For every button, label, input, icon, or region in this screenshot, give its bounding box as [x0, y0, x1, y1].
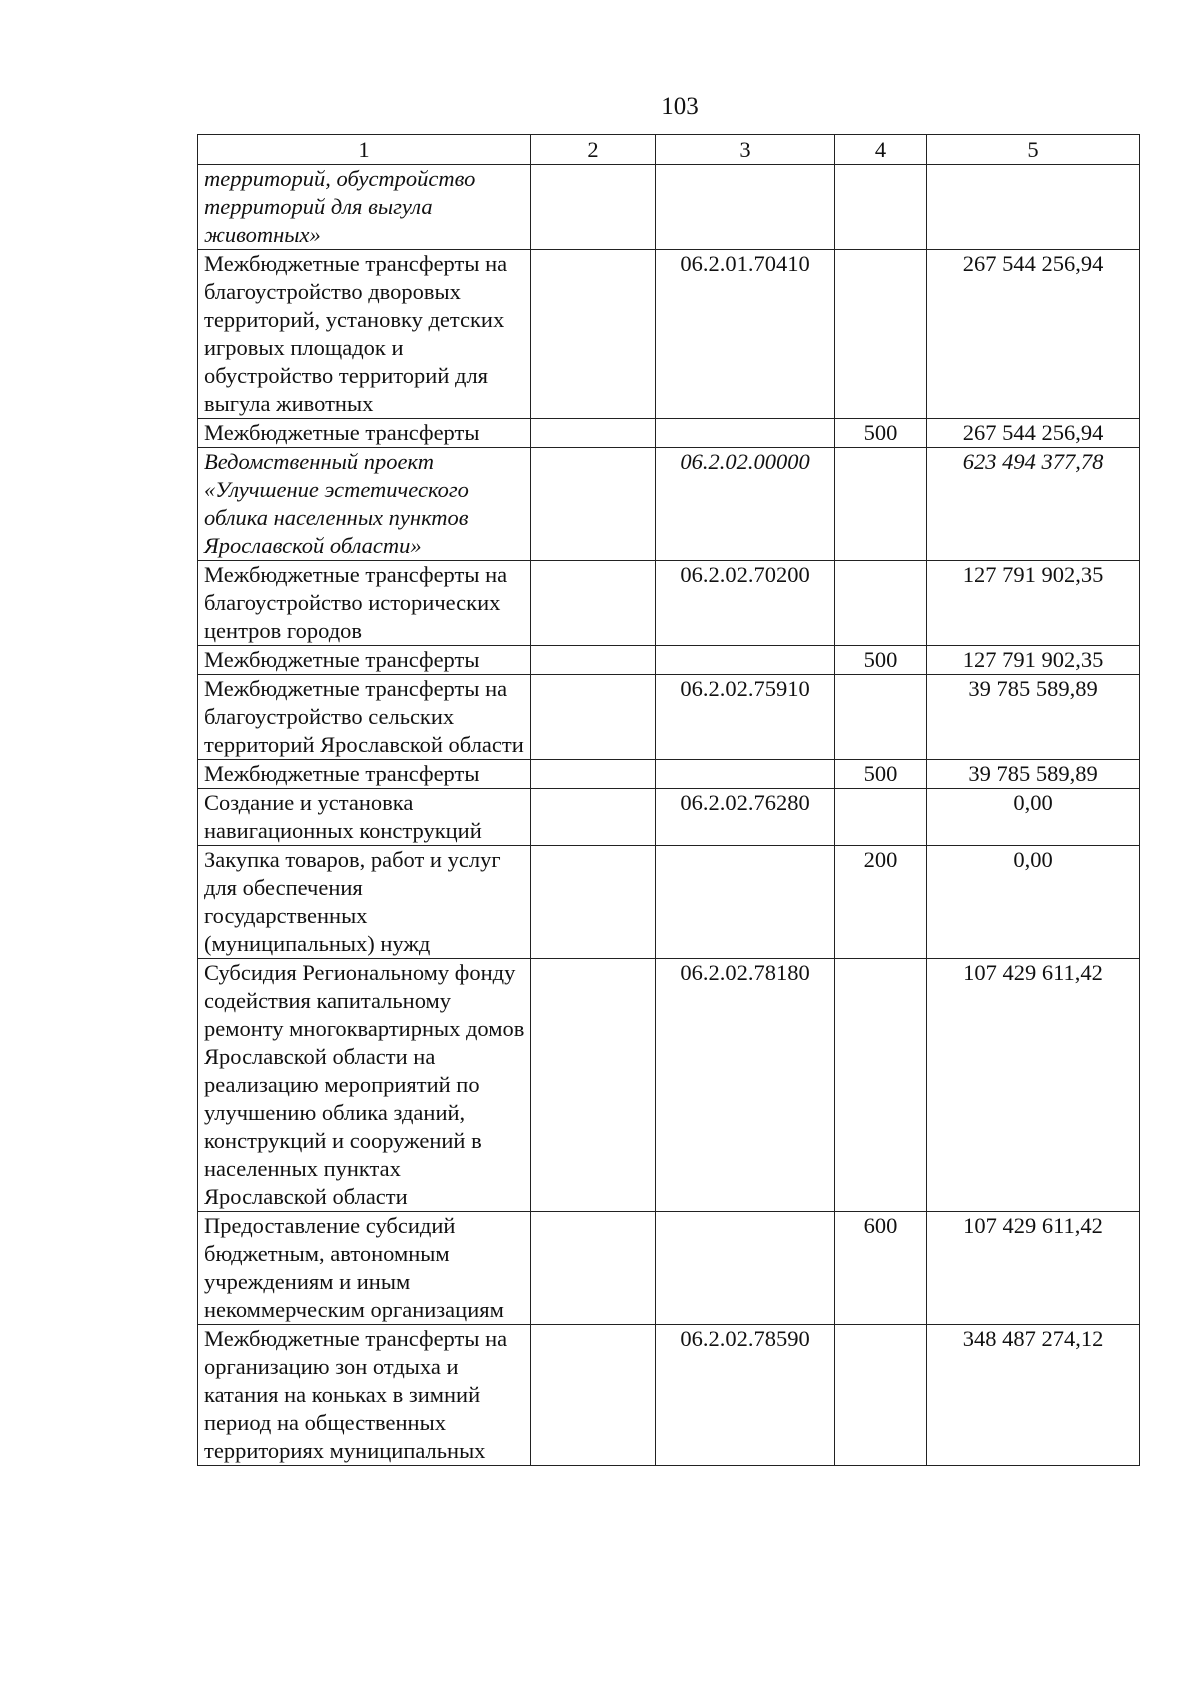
- row-type-cell: [835, 789, 927, 846]
- row-col2-cell: [531, 646, 656, 675]
- row-amount-cell: 0,00: [927, 846, 1140, 959]
- table-body: [198, 165, 1140, 1466]
- row-amount-cell: 39 785 589,89: [927, 675, 1140, 760]
- table-row: [198, 1325, 1140, 1466]
- row-amount-cell: 127 791 902,35: [927, 646, 1140, 675]
- row-amount-cell: 107 429 611,42: [927, 1212, 1140, 1325]
- header-col-2: 2: [531, 135, 656, 165]
- row-col2-cell: [531, 760, 656, 789]
- row-code-cell: [656, 646, 835, 675]
- row-name-cell: Межбюджетные трансферты: [198, 646, 531, 675]
- table-row: [198, 959, 1140, 1212]
- row-amount-cell: 267 544 256,94: [927, 419, 1140, 448]
- row-name-cell: Межбюджетные трансферты: [198, 419, 531, 448]
- row-code-cell: [656, 846, 835, 959]
- row-name-cell: Ведомственный проект «Улучшение эстетического облика населенных пунктов Ярославской области»: [198, 448, 531, 561]
- row-type-cell: [835, 448, 927, 561]
- row-code-cell: 06.2.02.75910: [656, 675, 835, 760]
- table-row: [198, 448, 1140, 561]
- row-code-cell: 06.2.01.70410: [656, 250, 835, 419]
- row-type-cell: [835, 165, 927, 250]
- row-col2-cell: [531, 250, 656, 419]
- row-amount-cell: 107 429 611,42: [927, 959, 1140, 1212]
- row-code-cell: 06.2.02.70200: [656, 561, 835, 646]
- row-col2-cell: [531, 959, 656, 1212]
- table-row: [198, 419, 1140, 448]
- row-type-cell: 500: [835, 646, 927, 675]
- table-row: [198, 846, 1140, 959]
- row-amount-cell: 348 487 274,12: [927, 1325, 1140, 1466]
- row-type-cell: 500: [835, 760, 927, 789]
- row-type-cell: [835, 959, 927, 1212]
- row-amount-cell: 39 785 589,89: [927, 760, 1140, 789]
- row-name-cell: Межбюджетные трансферты: [198, 760, 531, 789]
- header-col-1: 1: [198, 135, 531, 165]
- table-header: [198, 135, 1140, 165]
- row-col2-cell: [531, 419, 656, 448]
- row-type-cell: 500: [835, 419, 927, 448]
- table-row: [198, 561, 1140, 646]
- row-amount-cell: 127 791 902,35: [927, 561, 1140, 646]
- header-col-3: 3: [656, 135, 835, 165]
- table-row: [198, 760, 1140, 789]
- row-type-cell: [835, 561, 927, 646]
- row-type-cell: [835, 675, 927, 760]
- row-amount-cell: 0,00: [927, 789, 1140, 846]
- row-name-cell: Субсидия Региональному фонду содействия капитальному ремонту многоквартирных домов Ярославской области на реализацию мероприятий по улучшению облика зданий, конструкций и сооружений в населенных пунктах Ярославской области: [198, 959, 531, 1212]
- row-name-cell: Межбюджетные трансферты на благоустройство сельских территорий Ярославской области: [198, 675, 531, 760]
- row-name-cell: Межбюджетные трансферты на благоустройство дворовых территорий, установку детских игровых площадок и обустройство территорий для выгула животных: [198, 250, 531, 419]
- row-name-cell: Закупка товаров, работ и услуг для обеспечения государственных (муниципальных) нужд: [198, 846, 531, 959]
- row-code-cell: [656, 1212, 835, 1325]
- header-col-5: 5: [927, 135, 1140, 165]
- row-code-cell: [656, 760, 835, 789]
- row-code-cell: 06.2.02.00000: [656, 448, 835, 561]
- budget-table: [197, 134, 1140, 1466]
- row-type-cell: 200: [835, 846, 927, 959]
- row-col2-cell: [531, 789, 656, 846]
- row-code-cell: [656, 165, 835, 250]
- table-row: [198, 250, 1140, 419]
- row-name-cell: Межбюджетные трансферты на организацию зон отдыха и катания на коньках в зимний период на общественных территориях муниципальных: [198, 1325, 531, 1466]
- row-code-cell: [656, 419, 835, 448]
- table-row: [198, 789, 1140, 846]
- row-type-cell: [835, 250, 927, 419]
- row-col2-cell: [531, 1212, 656, 1325]
- row-code-cell: 06.2.02.76280: [656, 789, 835, 846]
- row-col2-cell: [531, 1325, 656, 1466]
- row-col2-cell: [531, 448, 656, 561]
- row-code-cell: 06.2.02.78180: [656, 959, 835, 1212]
- table-row: [198, 1212, 1140, 1325]
- table-row: [198, 675, 1140, 760]
- table-row: [198, 646, 1140, 675]
- row-amount-cell: 267 544 256,94: [927, 250, 1140, 419]
- row-name-cell: Создание и установка навигационных конструкций: [198, 789, 531, 846]
- row-type-cell: [835, 1325, 927, 1466]
- page-number: 103: [661, 93, 699, 120]
- row-code-cell: 06.2.02.78590: [656, 1325, 835, 1466]
- row-col2-cell: [531, 675, 656, 760]
- header-col-4: 4: [835, 135, 927, 165]
- row-type-cell: 600: [835, 1212, 927, 1325]
- row-amount-cell: 623 494 377,78: [927, 448, 1140, 561]
- row-name-cell: Межбюджетные трансферты на благоустройство исторических центров городов: [198, 561, 531, 646]
- row-name-cell: территорий, обустройство территорий для выгула животных»: [198, 165, 531, 250]
- row-name-cell: Предоставление субсидий бюджетным, автономным учреждениям и иным некоммерческим организациям: [198, 1212, 531, 1325]
- row-amount-cell: [927, 165, 1140, 250]
- row-col2-cell: [531, 165, 656, 250]
- header-row: [198, 135, 1140, 165]
- row-col2-cell: [531, 846, 656, 959]
- row-col2-cell: [531, 561, 656, 646]
- table-row: [198, 165, 1140, 250]
